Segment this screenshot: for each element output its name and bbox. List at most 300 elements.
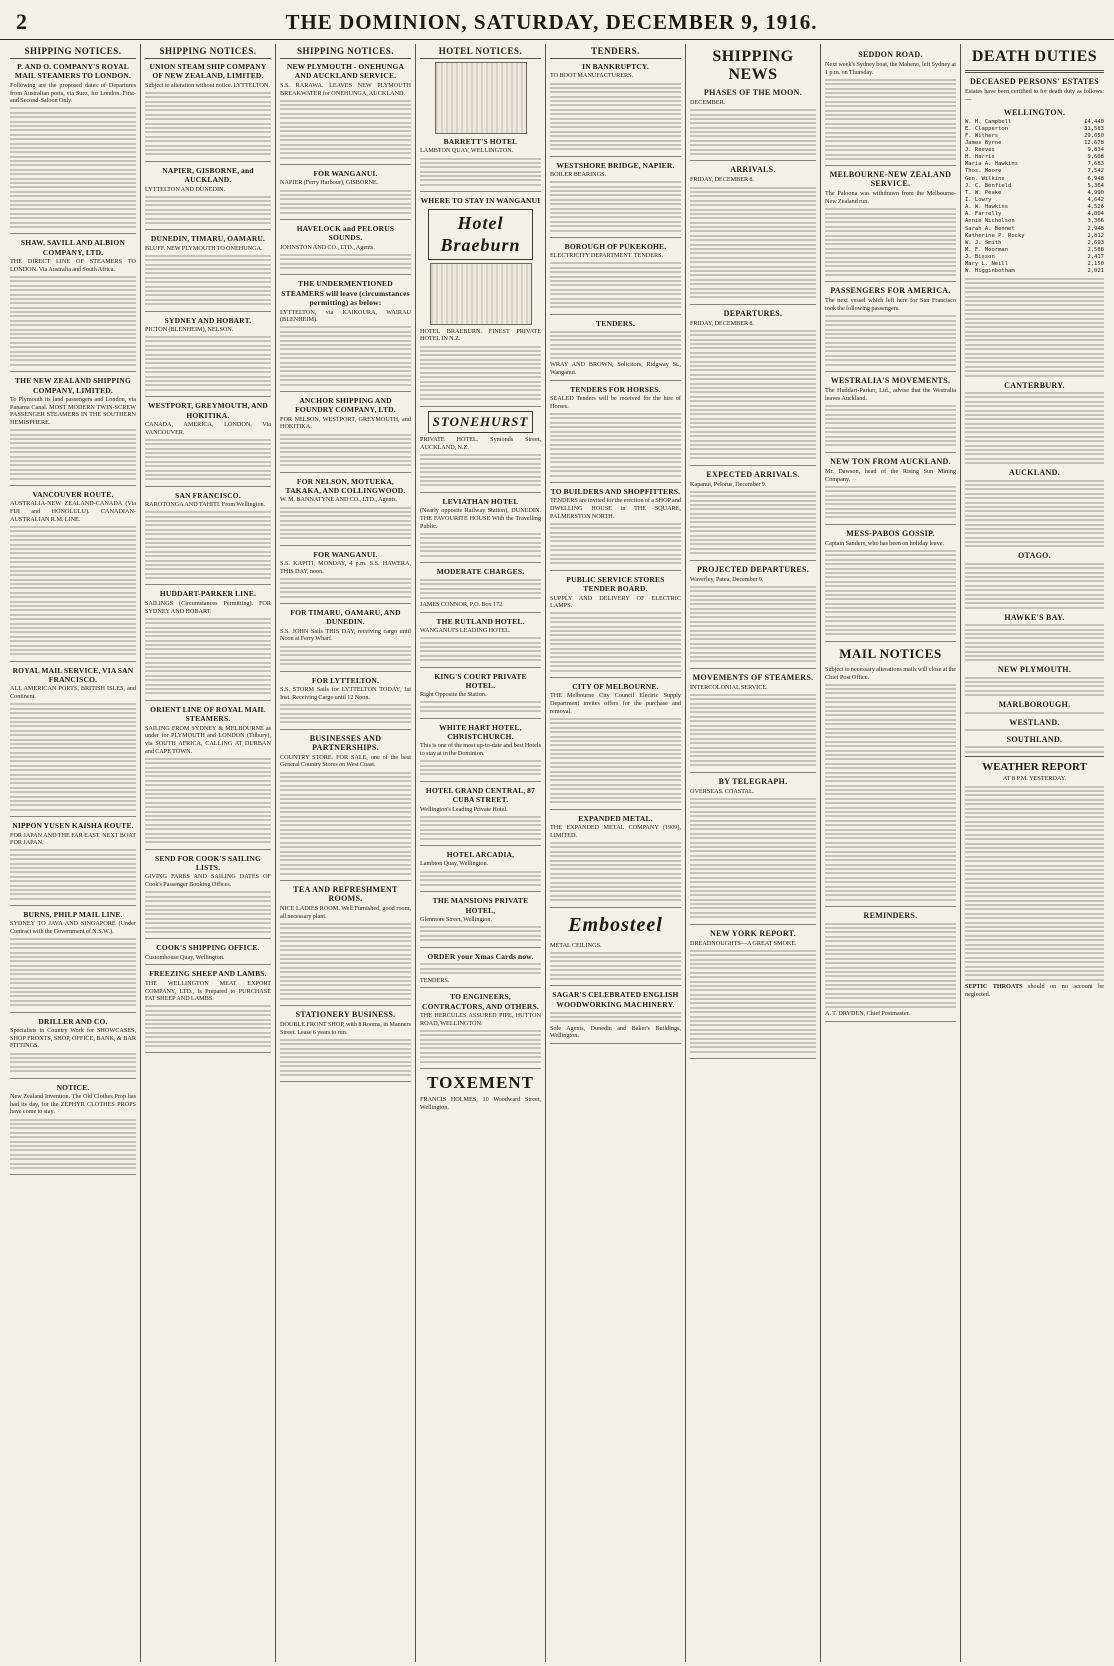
ad-block bbox=[10, 910, 136, 1013]
estate-name: J. Bisson bbox=[965, 254, 995, 261]
ad-text: The Paloona was withdrawn from the Melbourne-New Zealand run. bbox=[825, 190, 956, 206]
ad-body-lines bbox=[690, 491, 816, 554]
section-heading: WESTRALIA'S MOVEMENTS. bbox=[830, 376, 951, 386]
ad-block bbox=[690, 940, 816, 1060]
section-heading: WELLINGTON. bbox=[1003, 107, 1066, 117]
ad-text: SUPPLY AND DELIVERY OF ELECTRIC LAMPS. bbox=[550, 594, 681, 610]
ad-body-lines bbox=[145, 511, 271, 579]
ad-text: should on no account be neglected. bbox=[965, 983, 1104, 998]
ad-text: New Zealand Invention. The Old Clothes Prop has had its day, for the ZEPHYR CLOTHES PROPS have come to stay. bbox=[10, 1092, 136, 1116]
ad-block bbox=[825, 923, 956, 1023]
ad-heading: BOROUGH OF PUKEKOHE. bbox=[564, 241, 667, 251]
ad-heading: TENDERS. bbox=[596, 318, 635, 328]
ad-heading: FREEZING SHEEP AND LAMBS. bbox=[149, 969, 267, 979]
section-heading: MOVEMENTS OF STEAMERS. bbox=[692, 672, 814, 682]
ad-body-lines bbox=[825, 405, 956, 447]
column-shipping-mail bbox=[821, 44, 961, 1662]
ad-heading: EXPANDED METAL. bbox=[578, 813, 653, 823]
ad-heading: MODERATE CHARGES. bbox=[436, 567, 525, 577]
ad-text: THE DIRECT LINE OF STEAMERS TO LONDON. Via Australia and South Africa. bbox=[10, 258, 136, 273]
ad-block bbox=[550, 942, 681, 987]
ad-text: THE EXPANDED METAL COMPANY (1909), LIMITED. bbox=[550, 824, 681, 839]
ad-block bbox=[420, 723, 541, 782]
ad-text: Glenmore Street, Wellington. bbox=[420, 915, 492, 923]
ad-text: JOHNSTON AND CO., LTD., Agents. bbox=[280, 243, 375, 251]
ad-heading: NEW PLYMOUTH - ONEHUNGA AND AUCKLAND SERVICE. bbox=[286, 62, 405, 81]
ad-heading: HOTEL ARCADIA, bbox=[446, 850, 515, 860]
ad-body-lines bbox=[145, 1005, 271, 1047]
ad-block bbox=[690, 481, 816, 561]
ad-body-lines bbox=[420, 579, 541, 599]
estate-row bbox=[965, 190, 1104, 197]
ad-text: NICE LADIES ROOM. Well Furnished, good room, all necessary plant. bbox=[280, 904, 411, 920]
ad-heading: COOK'S SHIPPING OFFICE. bbox=[156, 943, 260, 953]
estate-row bbox=[965, 218, 1104, 225]
ad-text: BOILER BEARINGS. bbox=[550, 171, 607, 179]
ad-heading: FOR NELSON, MOTUEKA, TAKAKA, AND COLLINGWOOD. bbox=[285, 476, 406, 496]
ad-text: Captain Sanders, who has been on holiday leave. bbox=[825, 539, 945, 547]
estate-value: 4,990 bbox=[1087, 189, 1104, 196]
ad-body-lines bbox=[825, 550, 956, 635]
ad-text: Mr. Dawson, head of the Rising Sun Mining Company. bbox=[825, 467, 956, 483]
ad-block bbox=[280, 279, 411, 391]
ad-block bbox=[420, 952, 541, 989]
ad-block bbox=[280, 396, 411, 473]
wellington-estates-list bbox=[965, 119, 1104, 276]
ad-text: LAMBTON QUAY, WELLINGTON. bbox=[420, 147, 514, 155]
estate-name: W. H. Campbell bbox=[965, 118, 1012, 125]
ad-block bbox=[280, 676, 411, 730]
ad-body-lines bbox=[145, 255, 271, 305]
estate-value: 2,588 bbox=[1087, 247, 1104, 254]
ad-block bbox=[10, 1017, 136, 1079]
ad-heading: ANCHOR SHIPPING AND FOUNDRY COMPANY, LTD. bbox=[295, 395, 396, 415]
ad-block bbox=[280, 1021, 411, 1082]
ad-block bbox=[10, 490, 136, 662]
ad-body-lines bbox=[550, 331, 681, 359]
ad-body-lines bbox=[690, 586, 816, 663]
ad-block bbox=[550, 161, 681, 238]
ad-text: SYDNEY TO JAVA AND SINGAPORE (Under Contract with the Government of N.S.W.). bbox=[10, 920, 136, 936]
ad-text: A. T. DRYDEN, Chief Postmaster. bbox=[825, 1010, 910, 1018]
ad-heading: FOR WANGANUI. bbox=[313, 549, 378, 559]
ad-body-lines bbox=[10, 526, 136, 655]
ad-body-lines bbox=[550, 1012, 681, 1023]
section-heading: BY TELEGRAPH. bbox=[718, 776, 788, 786]
estate-row bbox=[965, 247, 1104, 254]
ad-block bbox=[145, 969, 271, 1053]
ad-block bbox=[145, 62, 271, 162]
ad-body-lines bbox=[280, 434, 411, 467]
ad-heading: DUNEDIN, TIMARU, OAMARU. bbox=[150, 234, 266, 244]
ad-text: Wellington's Leading Private Hotel. bbox=[420, 805, 508, 813]
estate-value: 31,583 bbox=[1084, 125, 1104, 132]
column-tenders bbox=[546, 44, 686, 1662]
ad-heading: ROYAL MAIL SERVICE, VIA SAN FRANCISCO. bbox=[12, 665, 134, 685]
ad-heading: Embosteel bbox=[568, 913, 663, 936]
section-heading: AUCKLAND. bbox=[1009, 468, 1060, 478]
ad-block bbox=[10, 666, 136, 817]
ad-text: WANGANUI'S LEADING HOTEL. bbox=[420, 627, 511, 635]
ad-block bbox=[550, 682, 681, 810]
ad-body-lines bbox=[145, 439, 271, 481]
ad-text: GIVING FARES AND SAILING DATES OF Cook's Passenger Booking Offices. bbox=[145, 873, 271, 889]
list-lines bbox=[965, 624, 1104, 661]
ad-text: WRAY AND BROWN, Solicitors, Ridgway St., Wanganui. bbox=[550, 361, 681, 377]
ad-body-lines bbox=[10, 276, 136, 366]
ad-block bbox=[280, 224, 411, 275]
ad-text: SAILING FROM SYDNEY & MELBOURNE as under for PLYMOUTH and LONDON (Tilbury), via SOUTH AFRICA, CALLING AT DURBAN and CAPE TOWN. bbox=[145, 724, 271, 755]
ad-block bbox=[420, 896, 541, 947]
ad-block bbox=[825, 61, 956, 166]
ad-body-lines bbox=[550, 83, 681, 151]
ad-text: The next vessel which left here for San Francisco took the following passengers. bbox=[825, 297, 956, 313]
ad-body-lines bbox=[145, 891, 271, 933]
list-lines bbox=[965, 278, 1104, 377]
ad-heading: DRILLER AND CO. bbox=[38, 1016, 108, 1026]
ad-heading: THE UNDERMENTIONED STEAMERS will leave (circumstances permitting) as below: bbox=[281, 279, 410, 308]
ad-block bbox=[145, 401, 271, 487]
section-heading: MELBOURNE-NEW ZEALAND SERVICE. bbox=[829, 170, 952, 189]
section-heading: NEW TON FROM AUCKLAND. bbox=[830, 456, 951, 466]
ad-block bbox=[690, 576, 816, 669]
ad-block bbox=[10, 1083, 136, 1176]
ad-block bbox=[690, 320, 816, 466]
ad-body-lines bbox=[280, 326, 411, 385]
ad-heading: PUBLIC SERVICE STORES TENDER BOARD. bbox=[566, 574, 665, 594]
ad-text: FRIDAY, DECEMBER 8. bbox=[690, 319, 755, 327]
ad-text: TENDERS. bbox=[420, 976, 450, 984]
ad-block bbox=[690, 684, 816, 773]
ad-block bbox=[550, 814, 681, 908]
ad-heading: SYDNEY AND HOBART. bbox=[164, 315, 252, 325]
ad-block bbox=[550, 62, 681, 157]
ad-body-lines bbox=[550, 718, 681, 803]
septic-throats-ad bbox=[965, 983, 1104, 999]
ad-text: Waverley, Patea, December 9. bbox=[690, 575, 764, 583]
list-lines bbox=[965, 392, 1104, 464]
ad-heading: ORIENT LINE OF ROYAL MAIL STEAMERS. bbox=[150, 704, 266, 724]
section-heading: NEW PLYMOUTH. bbox=[997, 665, 1072, 675]
estate-value: 7,683 bbox=[1087, 161, 1104, 168]
ad-heading: WESTSHORE BRIDGE, NAPIER. bbox=[556, 160, 675, 170]
ad-text: THE HERCULES ASSURED PIPE, HUTTON ROAD, WELLINGTON. bbox=[420, 1012, 541, 1027]
ad-body-lines bbox=[145, 92, 271, 155]
ad-block bbox=[145, 943, 271, 965]
ad-text: PRIVATE HOTEL. Symonds Street, AUCKLAND, N.Z. bbox=[420, 435, 541, 451]
ad-body-lines bbox=[550, 952, 681, 980]
estate-value: 3,366 bbox=[1087, 218, 1104, 225]
toxement-heading: TOXEMENT bbox=[427, 1073, 534, 1093]
estate-value: 4,526 bbox=[1087, 204, 1104, 211]
section-heading: BUSINESSES AND PARTNERSHIPS. bbox=[309, 733, 382, 752]
ad-heading: WHITE HART HOTEL, CHRISTCHURCH. bbox=[439, 722, 522, 741]
ad-text: INTERCOLONIAL SERVICE. bbox=[690, 683, 768, 691]
ad-body-lines bbox=[690, 330, 816, 459]
newspaper-title: THE DOMINION, SATURDAY, DECEMBER 9, 1916. bbox=[285, 10, 818, 34]
ad-text: DREADNOUGHTS—A GREAT SMOKE. bbox=[690, 939, 797, 947]
ad-text: TO BOOT MANUFACTURERS. bbox=[550, 72, 634, 80]
ad-text: Lambton Quay, Wellington. bbox=[420, 860, 489, 868]
estate-value: 29,050 bbox=[1084, 132, 1104, 139]
estate-value: 9,608 bbox=[1087, 154, 1104, 161]
ad-heading: NOTICE. bbox=[56, 1082, 90, 1092]
estate-value: 2,021 bbox=[1087, 268, 1104, 275]
ad-body-lines bbox=[280, 100, 411, 159]
ad-body-lines bbox=[690, 109, 816, 155]
estate-row bbox=[965, 254, 1104, 261]
ad-block bbox=[825, 387, 956, 453]
estate-row bbox=[965, 211, 1104, 218]
estate-name: Thos. Moore bbox=[965, 168, 1002, 175]
estate-name: Katherine P. Rocky bbox=[965, 232, 1025, 239]
ad-text: W. M. BANNATYNE AND CO., LTD., Agents. bbox=[280, 496, 398, 504]
ad-block bbox=[550, 575, 681, 678]
ad-block bbox=[825, 666, 956, 907]
ad-block bbox=[690, 788, 816, 925]
ad-block bbox=[550, 487, 681, 571]
list-lines bbox=[965, 729, 1104, 731]
ad-text: RAROTONGA AND TAHITI. From Wellington. bbox=[145, 501, 266, 509]
ad-text: SAILINGS (Circumstances Permitting). FOR SYDNEY AND HOBART. bbox=[145, 599, 271, 615]
ad-block bbox=[420, 992, 541, 1069]
ad-text: S.S. RARAWA. LEAVES NEW PLYMOUTH BREAKWATER for ONEHUNGA, AUCKLAND. bbox=[280, 81, 411, 97]
ad-text: DOUBLE FRONT SHOP, with 8 Rooms, in Manners Street. Lease 6 years to run. bbox=[280, 1020, 411, 1036]
estate-row bbox=[965, 183, 1104, 190]
stonehurst-logo bbox=[428, 411, 533, 433]
ad-heading: HUDDART-PARKER LINE. bbox=[159, 589, 257, 599]
estate-value: 2,693 bbox=[1087, 239, 1104, 246]
estate-row bbox=[965, 204, 1104, 211]
ad-block bbox=[420, 786, 541, 846]
column-heading: SHIPPING NOTICES. bbox=[10, 46, 136, 59]
ad-text: LYTTELTON AND DUNEDIN. bbox=[145, 185, 226, 193]
list-lines bbox=[965, 563, 1104, 609]
ad-text: Subject to necessary alterations mails will close at the Chief Post Office. bbox=[825, 665, 956, 681]
ad-body-lines bbox=[550, 612, 681, 671]
ad-text: ELECTRICITY DEPARTMENT. TENDERS. bbox=[550, 252, 664, 260]
section-heading: SEDDON ROAD. bbox=[858, 50, 923, 59]
ad-heading: THE MANSIONS PRIVATE HOTEL, bbox=[432, 896, 529, 915]
ad-block bbox=[420, 617, 541, 668]
ad-text: HOTEL BRAEBURN. FINEST PRIVATE HOTEL IN N.Z. bbox=[420, 327, 541, 343]
estate-value: 2,417 bbox=[1087, 254, 1104, 261]
ad-body-lines bbox=[550, 413, 681, 476]
ad-block bbox=[145, 854, 271, 940]
section-heading: EXPECTED ARRIVALS. bbox=[706, 469, 800, 479]
estate-name: I. Lowry bbox=[965, 197, 992, 204]
ad-body-lines bbox=[145, 336, 271, 391]
ad-text: Following are the proposed dates of Departures from Australian ports, via Suez, for London. First- and Second-Saloon Only. bbox=[10, 81, 136, 105]
ad-text: AUSTRALIA-NEW ZEALAND-CANADA (Via FIJI and HONOLULU). CANADIAN-AUSTRALIAN R.M. LINE. bbox=[10, 500, 136, 523]
ad-block bbox=[825, 190, 956, 282]
masthead bbox=[0, 0, 1114, 40]
ad-heading: NAPIER, GISBORNE, and AUCKLAND. bbox=[162, 165, 254, 185]
section-heading: REMINDERS. bbox=[863, 911, 918, 921]
ad-block bbox=[690, 99, 816, 161]
estate-row bbox=[965, 147, 1104, 154]
ad-block bbox=[420, 137, 541, 192]
estate-name: F. Withers bbox=[965, 132, 999, 139]
ad-body-lines bbox=[420, 637, 541, 661]
ad-heading: SEND FOR COOK'S SAILING LISTS. bbox=[154, 853, 261, 873]
columns bbox=[6, 44, 1108, 1662]
ad-block bbox=[10, 376, 136, 486]
embosteel-logo bbox=[558, 912, 673, 939]
column-hotel-notices bbox=[416, 44, 546, 1662]
estate-name: Geo. Wilkins bbox=[965, 175, 1005, 182]
estate-row bbox=[965, 240, 1104, 247]
estate-name: Maria A. Hawkins bbox=[965, 161, 1018, 168]
ad-heading: BARRETT'S HOTEL bbox=[443, 137, 518, 146]
ad-heading: NIPPON YUSEN KAISHA ROUTE. bbox=[12, 821, 134, 831]
estate-value: 6,948 bbox=[1087, 175, 1104, 182]
estate-name: J. Reeves bbox=[965, 147, 995, 154]
ad-text: TENDERS are invited for the erection of a SHOP and DWELLING HOUSE in THE SQUARE, PALMERSTON NORTH. bbox=[550, 497, 681, 520]
ad-body-lines bbox=[550, 262, 681, 308]
estate-name: A. Farrelly bbox=[965, 211, 1002, 218]
ad-body-lines bbox=[690, 798, 816, 919]
ad-body-lines bbox=[420, 1030, 541, 1063]
ad-body-lines bbox=[690, 187, 816, 299]
ad-body-lines bbox=[280, 704, 411, 724]
ad-block bbox=[690, 176, 816, 304]
ad-body-lines bbox=[690, 950, 816, 1053]
column-heading: TENDERS. bbox=[550, 46, 681, 59]
column-death-duties bbox=[961, 44, 1108, 1662]
ad-heading: KING'S COURT PRIVATE HOTEL. bbox=[434, 671, 527, 690]
ad-block bbox=[145, 491, 271, 586]
estate-name: W. J. Smith bbox=[965, 239, 1002, 246]
ad-heading: TO BUILDERS AND SHOPFITTERS. bbox=[550, 486, 681, 496]
ad-text: Next week's Sydney boat, the Maheno, left Sydney at 1 p.m. on Thursday. bbox=[825, 61, 956, 76]
ad-block bbox=[420, 196, 541, 406]
ad-body-lines bbox=[825, 684, 956, 901]
ad-heading: FOR TIMARU, OAMARU, AND DUNEDIN. bbox=[290, 607, 401, 627]
section-heading: PHASES OF THE MOON. bbox=[703, 88, 803, 97]
estate-row bbox=[965, 168, 1104, 175]
ad-heading: THE NEW ZEALAND SHIPPING COMPANY, LIMITED. bbox=[14, 376, 132, 395]
ad-text: CANADA, AMERICA, LONDON, Via VANCOUVER. bbox=[145, 420, 271, 436]
ad-body-lines bbox=[420, 346, 541, 401]
estate-value: 4,004 bbox=[1087, 211, 1104, 218]
ad-text: FOR JAPAN AND THE FAR EAST. NEXT BOAT FOR JAPAN. bbox=[10, 831, 136, 847]
ad-heading: P. AND O. COMPANY'S ROYAL MAIL STEAMERS TO LONDON. bbox=[14, 62, 132, 81]
ad-block bbox=[825, 297, 956, 372]
ad-block bbox=[145, 589, 271, 700]
ad-heading: HOTEL GRAND CENTRAL, 87 CUBA STREET. bbox=[425, 785, 536, 805]
ad-heading: VANCOUVER ROUTE. bbox=[32, 490, 114, 499]
ad-block bbox=[420, 672, 541, 719]
ad-text: This is one of the most up-to-date and best Hotels to stay at in the Dominion. bbox=[420, 742, 541, 758]
column-heading: HOTEL NOTICES. bbox=[420, 46, 541, 59]
ad-body-lines bbox=[280, 772, 411, 875]
ad-body-lines bbox=[280, 578, 411, 598]
ad-text: Kapanui, Pelorus, December 9. bbox=[690, 480, 767, 488]
estate-value: 2,948 bbox=[1087, 225, 1104, 232]
ad-body-lines bbox=[420, 926, 541, 941]
ad-heading: WHERE TO STAY IN WANGANUI bbox=[420, 196, 541, 206]
ad-block bbox=[280, 754, 411, 881]
section-heading: CANTERBURY. bbox=[1004, 380, 1065, 390]
ad-block bbox=[10, 238, 136, 372]
ad-body-lines bbox=[420, 816, 541, 840]
estate-name: James Byrne bbox=[965, 139, 1002, 146]
ad-heading: WESTPORT, GREYMOUTH, AND HOKITIKA. bbox=[147, 401, 269, 420]
page-number: 2 bbox=[16, 9, 27, 34]
ad-body-lines bbox=[280, 923, 411, 1000]
section-heading: TEA AND REFRESHMENT ROOMS. bbox=[293, 884, 398, 903]
estate-value: 7,542 bbox=[1087, 168, 1104, 175]
ad-heading: SAGAR'S CELEBRATED ENGLISH WOODWORKING MACHINERY. bbox=[552, 990, 679, 1009]
estate-value: 5,364 bbox=[1087, 182, 1104, 189]
ad-heading: TENDERS FOR HORSES. bbox=[570, 384, 661, 394]
estate-name: M. F. Moorman bbox=[965, 247, 1009, 254]
ad-text: COUNTRY STORE. FOR SALE, one of the best General Country Stores on West Coast. bbox=[280, 753, 411, 769]
ad-body-lines bbox=[10, 1119, 136, 1169]
ad-text: OVERSEAS. COASTAL. bbox=[690, 787, 755, 795]
ad-block bbox=[420, 567, 541, 612]
ad-heading: SAN FRANCISCO. bbox=[175, 490, 241, 500]
ad-body-lines bbox=[10, 429, 136, 479]
ad-block bbox=[420, 411, 541, 493]
ad-block bbox=[280, 477, 411, 546]
ad-text: THE WELLINGTON MEAT EXPORT COMPANY, LTD., Is Prepared to PURCHASE FAT SHEEP AND LAMBS. bbox=[145, 979, 271, 1003]
estate-row bbox=[965, 226, 1104, 233]
ad-body-lines bbox=[280, 254, 411, 269]
ad-text: LYTTELTON, via KAIKOURA, WAIRAU (BLENHEIM). bbox=[280, 308, 411, 324]
estate-row bbox=[965, 126, 1104, 133]
ad-block bbox=[420, 850, 541, 892]
ad-block bbox=[145, 234, 271, 311]
ad-text: NAPIER (Ferry Harbour), GISBORNE. bbox=[280, 179, 379, 187]
ad-body-lines bbox=[825, 79, 956, 160]
ad-block bbox=[420, 497, 541, 563]
weather-report-heading: WEATHER REPORT bbox=[982, 760, 1087, 773]
ad-block bbox=[145, 705, 271, 850]
ad-block bbox=[825, 468, 956, 525]
section-heading: WESTLAND. bbox=[1009, 717, 1060, 727]
ad-body-lines bbox=[280, 507, 411, 540]
ad-block bbox=[280, 62, 411, 165]
ad-body-lines bbox=[280, 190, 411, 214]
estate-name: J. C. Benfield bbox=[965, 182, 1012, 189]
section-heading: DECEASED PERSONS' ESTATES bbox=[969, 77, 1100, 86]
ad-heading: SHAW, SAVILL AND ALBION COMPANY, LTD. bbox=[20, 238, 126, 257]
list-lines bbox=[965, 746, 1104, 752]
ad-body-lines bbox=[10, 849, 136, 899]
ad-block bbox=[145, 166, 271, 231]
estate-row bbox=[965, 119, 1104, 126]
ad-body-lines bbox=[420, 701, 541, 712]
ad-body-lines bbox=[145, 618, 271, 695]
ad-text: S.S. STORM Sails for LYTTELTON TODAY, 1st Inst. Receiving Cargo until 12 Noon. bbox=[280, 685, 411, 701]
estate-name: W. Higginbotham bbox=[965, 268, 1015, 275]
ad-body-lines bbox=[420, 533, 541, 557]
estate-row bbox=[965, 133, 1104, 140]
list-lines bbox=[965, 480, 1104, 548]
hotel-braeburn-illustration bbox=[430, 263, 532, 325]
ad-text: S.S. JOHN Sails THIS DAY, receiving cargo until Noon at Ferry Wharf. bbox=[280, 627, 411, 643]
section-heading: STATIONERY BUSINESS. bbox=[295, 1009, 396, 1019]
estate-name: Sarah A. Bennet bbox=[965, 225, 1015, 232]
ad-text: Sole Agents, Dunedin and Baker's Buildings, Wellington. bbox=[550, 1024, 681, 1040]
estate-name: H. Harris bbox=[965, 154, 995, 161]
ad-text: To Plymouth its land passengers and London, via Panama Canal. MOST MODERN TWIN-SCREW PASSENGER STEAMERS IN THE SOUTHERN HEMISPHERE. bbox=[10, 395, 136, 427]
column-shipping-1 bbox=[6, 44, 141, 1662]
ad-body-lines bbox=[550, 842, 681, 901]
section-heading: NEW YORK REPORT. bbox=[710, 928, 796, 938]
